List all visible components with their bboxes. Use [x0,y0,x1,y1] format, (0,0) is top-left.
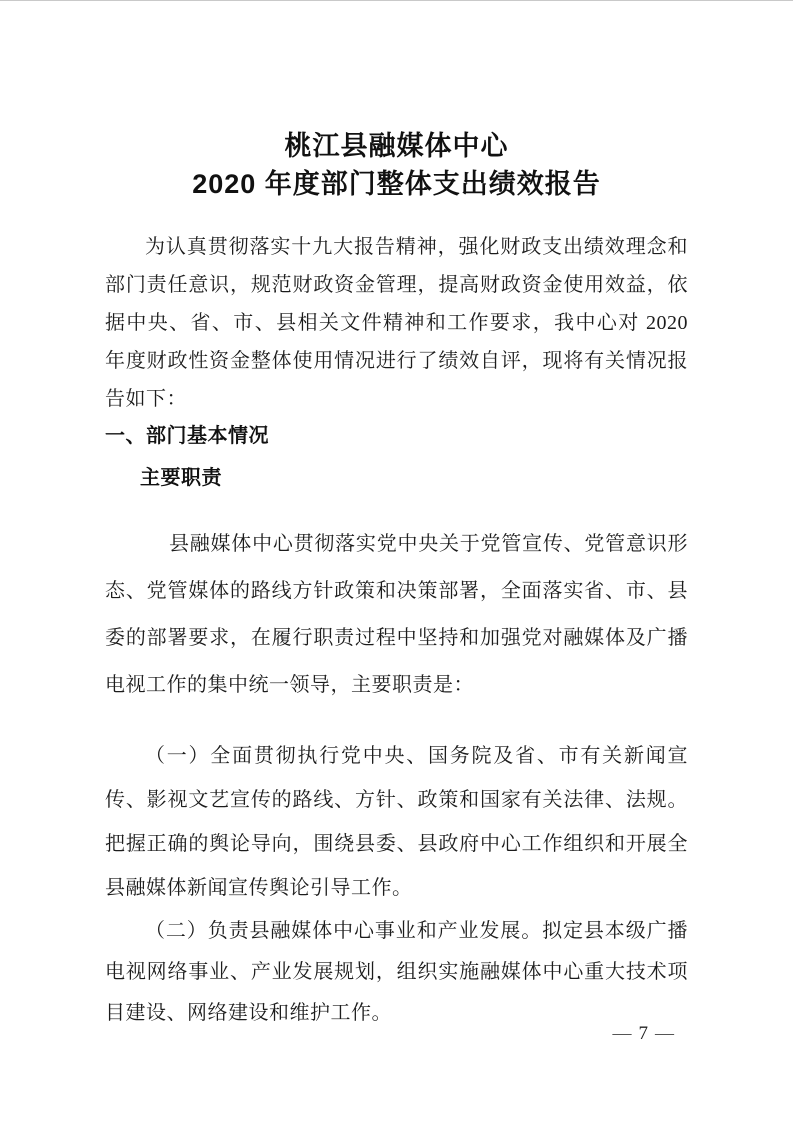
document-title-line2: 2020 年度部门整体支出绩效报告 [192,169,601,199]
duty-item-2-paragraph: （二）负责县融媒体中心事业和产业发展。拟定县本级广播电视网络事业、产业发展规划，组织实施融媒体中心重大技术项目建设、网络建设和维护工作。 [105,920,688,1024]
document-title-line1: 桃江县融媒体中心 [284,131,509,161]
page-number-dash-left: — [612,1023,632,1044]
section-heading-basic-info: 一、部门基本情况 [105,425,269,447]
page-number [606,1023,682,1045]
page-number-dash-right: — [655,1023,674,1044]
document-title [105,127,688,203]
subsection-heading-main-duties: 主要职责 [140,467,222,489]
document-content [105,127,688,1034]
intro-paragraph: 为认真贯彻落实十九大报告精神，强化财政支出绩效理念和部门责任意识，规范财政资金管理，提高财政资金使用效益，依据中央、省、市、县相关文件精神和工作要求，我中心对 2020 年度财政性资金整体使用情况进行了绩效自评，现将有关情况报告如下： [105,236,688,410]
duties-intro-paragraph: 县融媒体中心贯彻落实党中央关于党管宣传、党管意识形态、党管媒体的路线方针政策和决策部署，全面落实省、市、县委的部署要求，在履行职责过程中坚持和加强党对融媒体及广播电视工作的集中统一领导，主要职责是： [105,533,688,696]
page-number-value: 7 [638,1023,648,1044]
duty-item-1-paragraph: （一）全面贯彻执行党中央、国务院及省、市有关新闻宣传、影视文艺宣传的路线、方针、政策和国家有关法律、法规。把握正确的舆论导向，围绕县委、县政府中心工作组织和开展全县融媒体新闻宣传舆论引导工作。 [105,745,688,899]
